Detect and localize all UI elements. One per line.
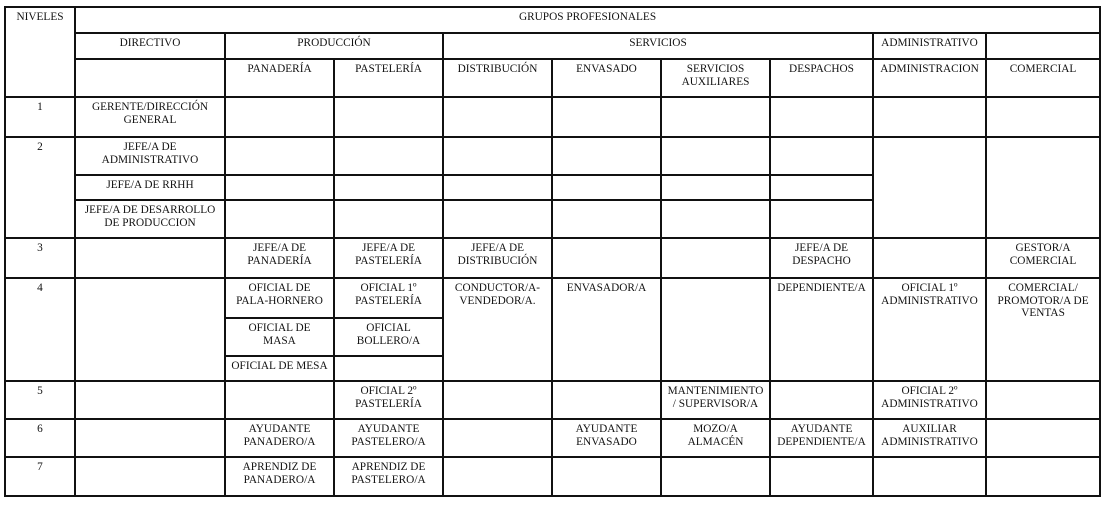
cell-empty	[75, 278, 225, 381]
cell-empty	[770, 200, 873, 238]
professional-groups-table	[4, 6, 1101, 497]
level-row-7	[5, 457, 1100, 496]
cell-empty	[225, 175, 334, 200]
cell-empty	[443, 419, 552, 457]
cell-empty	[873, 457, 986, 496]
header-empty	[986, 33, 1100, 59]
cell-empty	[225, 200, 334, 238]
cell-empty	[443, 137, 552, 175]
cell-empty	[225, 137, 334, 175]
cell-despachos: AYUDANTE DEPENDIENTE/A	[770, 419, 873, 457]
cell-empty	[986, 381, 1100, 419]
subheader-pasteleria: PASTELERÍA	[334, 59, 443, 97]
cell-empty	[770, 457, 873, 496]
cell-directivo: JEFE/A DE DESARROLLO DE PRODUCCION	[75, 200, 225, 238]
level-number: 7	[5, 457, 75, 496]
cell-empty	[770, 381, 873, 419]
subheader-servicios-auxiliares: SERVICIOS AUXILIARES	[661, 59, 770, 97]
cell-panaderia: APRENDIZ DE PANADERO/A	[225, 457, 334, 496]
cell-empty	[552, 137, 661, 175]
subheader-distribucion: DISTRIBUCIÓN	[443, 59, 552, 97]
cell-empty	[334, 200, 443, 238]
level-row-3	[5, 238, 1100, 278]
subheader-despachos: DESPACHOS	[770, 59, 873, 97]
cell-empty	[552, 175, 661, 200]
header-grupos-profesionales: GRUPOS PROFESIONALES	[75, 7, 1100, 33]
cell-empty	[661, 137, 770, 175]
cell-panaderia: OFICIAL DE MESA	[225, 356, 334, 381]
level-number: 4	[5, 278, 75, 381]
cell-empty	[552, 200, 661, 238]
cell-empty	[552, 238, 661, 278]
cell-empty	[334, 175, 443, 200]
cell-administracion: AUXILIAR ADMINISTRATIVO	[873, 419, 986, 457]
cell-empty	[770, 175, 873, 200]
cell-empty	[986, 457, 1100, 496]
header-niveles: NIVELES	[5, 7, 75, 97]
cell-pasteleria: AYUDANTE PASTELERO/A	[334, 419, 443, 457]
level-row-4a	[5, 278, 1100, 318]
subheader-panaderia: PANADERÍA	[225, 59, 334, 97]
cell-empty	[75, 381, 225, 419]
cell-empty	[552, 457, 661, 496]
cell-empty	[873, 137, 986, 238]
cell-empty	[770, 137, 873, 175]
cell-empty	[661, 278, 770, 381]
header-row-1	[5, 7, 1100, 33]
cell-empty	[986, 97, 1100, 137]
cell-directivo: GERENTE/DIRECCIÓN GENERAL	[75, 97, 225, 137]
cell-empty	[873, 238, 986, 278]
cell-despachos: JEFE/A DE DESPACHO	[770, 238, 873, 278]
cell-pasteleria: APRENDIZ DE PASTELERO/A	[334, 457, 443, 496]
header-row-2	[5, 33, 1100, 59]
level-row-6	[5, 419, 1100, 457]
cell-panaderia: OFICIAL DE PALA-HORNERO	[225, 278, 334, 318]
cell-empty	[75, 238, 225, 278]
cell-empty	[75, 457, 225, 496]
cell-panaderia: AYUDANTE PANADERO/A	[225, 419, 334, 457]
cell-empty	[770, 97, 873, 137]
cell-envasado: ENVASADOR/A	[552, 278, 661, 381]
cell-empty	[661, 238, 770, 278]
cell-empty	[661, 175, 770, 200]
cell-administracion: OFICIAL 2º ADMINISTRATIVO	[873, 381, 986, 419]
cell-empty	[873, 97, 986, 137]
cell-empty	[334, 356, 443, 381]
header-row-3	[5, 59, 1100, 97]
cell-servicios-auxiliares: MOZO/A ALMACÉN	[661, 419, 770, 457]
cell-empty	[75, 419, 225, 457]
level-row-2a	[5, 137, 1100, 175]
level-number: 1	[5, 97, 75, 137]
cell-empty	[225, 97, 334, 137]
level-number: 3	[5, 238, 75, 278]
header-servicios: SERVICIOS	[443, 33, 873, 59]
cell-empty	[443, 175, 552, 200]
cell-empty	[225, 381, 334, 419]
cell-panaderia: JEFE/A DE PANADERÍA	[225, 238, 334, 278]
cell-panaderia: OFICIAL DE MASA	[225, 318, 334, 356]
level-number: 5	[5, 381, 75, 419]
subheader-administracion: ADMINISTRACION	[873, 59, 986, 97]
level-row-1	[5, 97, 1100, 137]
cell-empty	[661, 97, 770, 137]
cell-empty	[986, 419, 1100, 457]
cell-servicios-auxiliares: MANTENIMIENTO / SUPERVISOR/A	[661, 381, 770, 419]
level-number: 6	[5, 419, 75, 457]
cell-comercial: COMERCIAL/ PROMOTOR/A DE VENTAS	[986, 278, 1100, 381]
header-produccion: PRODUCCIÓN	[225, 33, 443, 59]
subheader-envasado: ENVASADO	[552, 59, 661, 97]
cell-distribucion: JEFE/A DE DISTRIBUCIÓN	[443, 238, 552, 278]
cell-empty	[552, 97, 661, 137]
subheader-comercial: COMERCIAL	[986, 59, 1100, 97]
cell-directivo: JEFE/A DE ADMINISTRATIVO	[75, 137, 225, 175]
level-row-5	[5, 381, 1100, 419]
cell-pasteleria: OFICIAL 1º PASTELERÍA	[334, 278, 443, 318]
cell-comercial: GESTOR/A COMERCIAL	[986, 238, 1100, 278]
cell-empty	[334, 97, 443, 137]
subheader-empty	[75, 59, 225, 97]
cell-empty	[986, 137, 1100, 238]
cell-despachos: DEPENDIENTE/A	[770, 278, 873, 381]
cell-pasteleria: JEFE/A DE PASTELERÍA	[334, 238, 443, 278]
header-administrativo: ADMINISTRATIVO	[873, 33, 986, 59]
cell-distribucion: CONDUCTOR/A- VENDEDOR/A.	[443, 278, 552, 381]
cell-directivo: JEFE/A DE RRHH	[75, 175, 225, 200]
cell-empty	[661, 457, 770, 496]
cell-envasado: AYUDANTE ENVASADO	[552, 419, 661, 457]
cell-administracion: OFICIAL 1º ADMINISTRATIVO	[873, 278, 986, 381]
cell-empty	[334, 137, 443, 175]
cell-empty	[443, 200, 552, 238]
cell-empty	[552, 381, 661, 419]
cell-pasteleria: OFICIAL BOLLERO/A	[334, 318, 443, 356]
cell-empty	[443, 457, 552, 496]
cell-empty	[443, 381, 552, 419]
cell-empty	[661, 200, 770, 238]
cell-empty	[443, 97, 552, 137]
cell-pasteleria: OFICIAL 2º PASTELERÍA	[334, 381, 443, 419]
header-directivo: DIRECTIVO	[75, 33, 225, 59]
level-number: 2	[5, 137, 75, 238]
